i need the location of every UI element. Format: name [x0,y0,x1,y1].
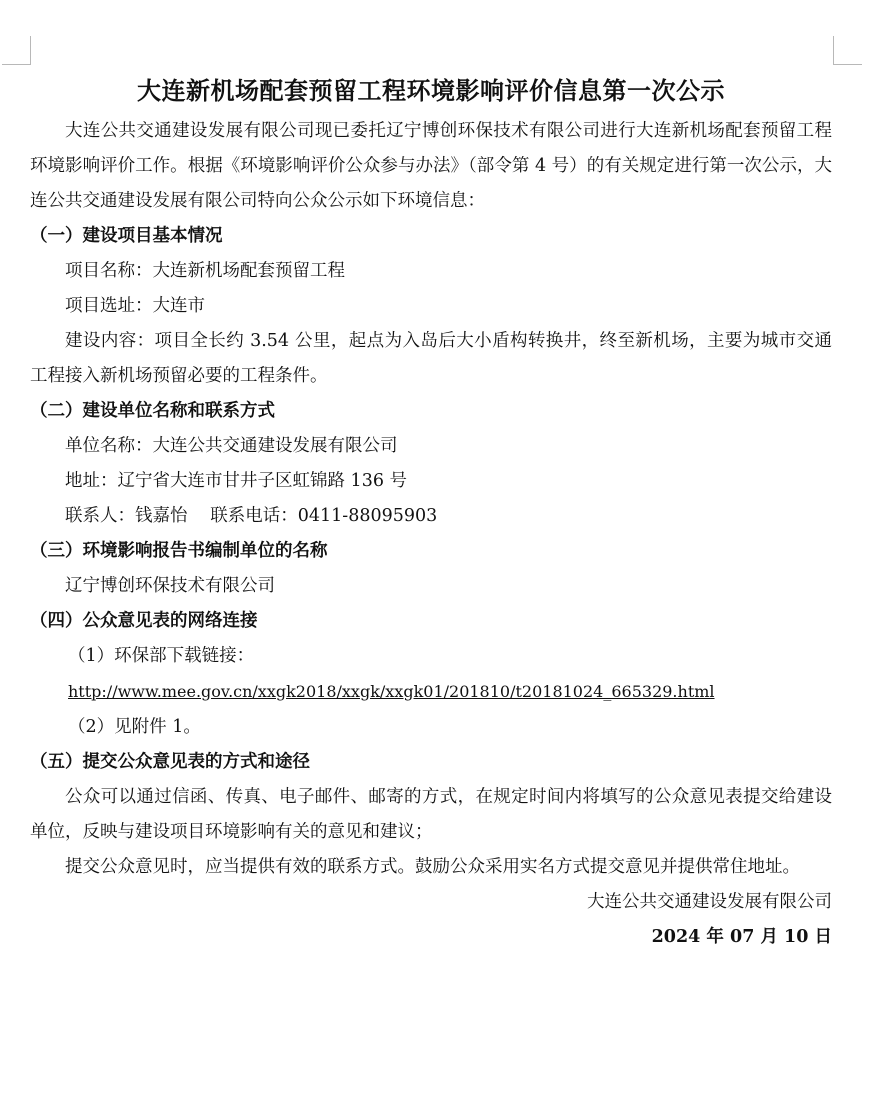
document-title: 大连新机场配套预留工程环境影响评价信息第一次公示 [137,76,725,105]
report-unit-name: 辽宁博创环保技术有限公司 [65,576,275,596]
builder-unit-name: 单位名称：大连公共交通建设发展有限公司 [65,436,398,456]
submission-paragraph-1: 公众可以通过信函、传真、电子邮件、邮寄的方式，在规定时间内将填写的公众意见表提交给建设单位，反映与建设项目环境影响有关的意见和建议； [30,787,832,842]
corner-mark-top-right [833,36,862,65]
project-name: 项目名称：大连新机场配套预留工程 [65,261,345,281]
download-link-line [30,674,832,710]
signature-company: 大连公共交通建设发展有限公司 [587,892,832,912]
intro-paragraph: 大连公共交通建设发展有限公司现已委托辽宁博创环保技术有限公司进行大连新机场配套预留工程环境影响评价工作。根据《环境影响评价公众参与办法》（部令第 4 号）的有关规定进行第一次公示，大连公共交通建设发展有限公司特向公众公示如下环境信息： [30,121,832,211]
contact-line [30,499,832,534]
download-link[interactable]: http://www.mee.gov.cn/xxgk2018/xxgk/xxgk01/201810/t20181024_665329.html [68,682,715,701]
section-heading-project-info: （一）建设项目基本情况 [30,226,223,246]
project-site: 项目选址：大连市 [65,296,205,316]
contact-person: 联系人：钱嘉怡 [65,506,188,526]
builder-address: 地址：辽宁省大连市甘井子区虹锦路 136 号 [65,471,408,491]
contact-phone: 联系电话：0411-88095903 [210,506,438,526]
project-content: 建设内容：项目全长约 3.54 公里，起点为入岛后大小盾构转换井，终至新机场，主要为城市交通工程接入新机场预留必要的工程条件。 [30,331,832,386]
section-heading-submission: （五）提交公众意见表的方式和途径 [30,752,310,772]
section-heading-report-unit: （三）环境影响报告书编制单位的名称 [30,541,328,561]
submission-paragraph-2: 提交公众意见时，应当提供有效的联系方式。鼓励公众采用实名方式提交意见并提供常住地址。 [65,857,800,877]
attachment-note: （2）见附件 1。 [68,717,201,737]
section-heading-builder-contact: （二）建设单位名称和联系方式 [30,401,275,421]
signature-date: 2024 年 07 月 10 日 [651,927,832,947]
document-page [30,68,832,955]
section-heading-online-link: （四）公众意见表的网络连接 [30,611,258,631]
download-link-label: （1）环保部下载链接： [68,646,255,666]
corner-mark-top-left [2,36,31,65]
